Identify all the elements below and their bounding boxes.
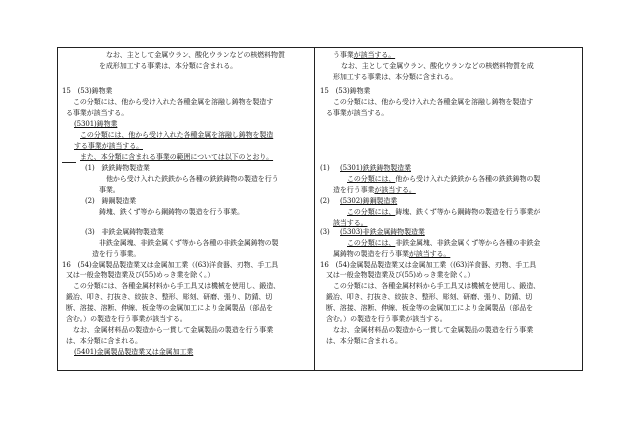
right-section-5301-title: (5301)鉄鉄鋳物製造業	[340, 164, 411, 172]
left-section-16-desc-line3: 断、溶接、溶断、伸線、板金等の金属加工により金属製品（部品を	[66, 304, 273, 312]
right-section-5302-title: (5302)鋳鋼製造業	[340, 197, 398, 205]
left-section-16-desc-line2: 鍛冶、叩き、打抜き、絞抜き、整形、彫刻、研磨、張り、防錆、切	[66, 293, 273, 301]
left-item1-desc-line1: 他から受け入れた鉄鉄から各種の鉄鉄鋳物の製造を行う	[106, 175, 279, 183]
right-5303-desc2-plain: 属鋳物の製造を行う事業	[333, 250, 409, 258]
right-5301-label: (1)	[320, 164, 330, 172]
right-note-nuclear-line2: 形加工する事業は、本分類に含まれる。	[333, 73, 458, 81]
left-item2-title: (2) 鋳鋼製造業	[85, 197, 137, 205]
left-section-15-desc-line2: る事業が該当する。	[66, 109, 129, 117]
left-section-5301-desc-line1: この分類には、他から受け入れた各種金属を溶融し鋳物を製造	[80, 131, 274, 139]
right-5302-desc-line2: 該当する。	[333, 219, 368, 227]
right-5303-desc-rest: 非鉄金属塊、非鉄金属くず等から各種の非鉄金	[395, 239, 541, 247]
left-section-16-note-line2: は、本分類に含まれる。	[66, 337, 142, 345]
left-section-16-heading-line1: 16 (54)金属製品製造業又は金属加工業（(63)洋食器、刃物、手工具	[62, 261, 279, 269]
right-5303-desc-line1	[347, 239, 540, 248]
right-5302-desc-rest: 鋳塊、鉄くず等から鋼鋳物の製造を行う事業が	[395, 208, 541, 216]
right-5301-desc-underlined: この分類には、	[347, 175, 396, 183]
right-5301-desc-line2	[333, 186, 416, 195]
left-section-5301-scope: また、本分類に含まれる事業の範囲については以下のとおり。	[80, 153, 274, 161]
left-section-15-heading: 15 (53)鋳物業	[62, 87, 113, 95]
column-divider	[314, 47, 315, 371]
right-section-15-heading: 15 (53)鋳物業	[320, 87, 371, 95]
right-5302-desc-line1	[347, 208, 540, 217]
right-section-16-note-line1: なお、金属材料品の製造から一貫して金属製品の製造を行う事業	[333, 326, 534, 334]
right-5301-desc2-underlined: が該当する。	[374, 186, 416, 194]
right-5301-desc-rest: 他から受け入れた鉄鉄から各種の鉄鉄鋳物の製	[395, 175, 541, 183]
right-section-16-desc-line1: この分類には、各種金属材料から手工具又は機械を使用し、鍛造、	[333, 282, 540, 290]
left-section-16-heading-line2: 又は一般金物製造業及び(55)めっき業を除く。）	[66, 271, 215, 279]
right-section-16-desc-line2: 鍛冶、叩き、打抜き、絞抜き、整形、彫刻、研磨、張り、防錆、切	[326, 293, 533, 301]
left-section-16-note-line1: なお、金属材料品の製造から一貫して金属製品の製造を行う事業	[73, 326, 274, 334]
right-top-line	[333, 51, 395, 60]
left-section-5401-title: (5401)金属製品製造業又は金属加工業	[74, 348, 194, 356]
right-section-15-desc-line2: る事業が該当する。	[326, 109, 389, 117]
right-section-15-desc-line1: この分類には、他から受け入れた各種金属を溶融し鋳物を製造す	[333, 98, 534, 106]
right-5303-label: (3)	[320, 228, 330, 236]
right-section-16-note-line2: は、本分類に含まれる。	[326, 337, 402, 345]
right-5303-desc-line2	[333, 250, 450, 259]
left-item1-title: (1) 鉄鉄鋳物製造業	[85, 164, 150, 172]
left-note-nuclear-line1: なお、主として金属ウラン、酸化ウランなどの核燃料物質	[106, 51, 285, 59]
left-section-5301-desc-line2: する事業が該当する。	[74, 142, 143, 150]
right-section-16-heading-line1: 16 (54)金属製品製造業又は金属加工業（(63)洋食器、刃物、手工具	[320, 261, 537, 269]
left-section-16-desc-line4: 含む。）の製造を行う事業が該当する。	[66, 315, 187, 323]
left-item1-desc-line2: 事業。	[99, 186, 120, 194]
right-5303-desc2-underlined: が該当する。	[408, 250, 451, 258]
left-section-16-desc-line1: この分類には、各種金属材料から手工具又は機械を使用し、鍛造、	[73, 282, 280, 290]
left-section-5301-title: (5301)鋳物業	[74, 120, 118, 128]
left-item3-desc-line2: 造を行う事業。	[92, 250, 141, 258]
left-section-15-desc-line1: この分類には、他から受け入れた各種金属を溶融し鋳物を製造す	[73, 98, 274, 106]
left-scope-underline-lead	[62, 162, 76, 163]
left-item2-desc: 鋳塊、鉄くず等から鋼鋳物の製造を行う事業。	[99, 208, 244, 216]
right-top-line-plain: う事業	[333, 51, 354, 59]
right-note-nuclear-line1: なお、主として金属ウラン、酸化ウランなどの核燃料物質を成	[341, 62, 534, 70]
left-item3-title: (3) 非鉄金属鋳物製造業	[85, 228, 164, 236]
right-section-5303-title: (5303)非鉄金属鋳物製造業	[340, 228, 425, 236]
right-5301-desc2-plain: 造を行う事業	[333, 186, 375, 194]
right-5301-desc-line1	[347, 175, 540, 184]
right-section-16-heading-line2: 又は一般金物製造業及び(55)めっき業を除く。）	[326, 271, 475, 279]
right-section-16-desc-line3: 断、溶接、溶断、伸線、板金等の金属加工により金属製品（部品を	[326, 304, 533, 312]
right-5303-desc-underlined: この分類には、	[347, 239, 396, 247]
right-top-line-underlined: が該当する。	[353, 51, 396, 59]
right-5302-desc-underlined: この分類には、	[347, 208, 396, 216]
left-item3-desc-line1: 非鉄金属塊、非鉄金属くず等から各種の非鉄金属鋳物の製	[99, 239, 279, 247]
right-5302-label: (2)	[320, 197, 330, 205]
right-section-16-desc-line4: 含む。）の製造を行う事業が該当する。	[326, 315, 447, 323]
left-note-nuclear-line2: を成形加工する事業は、本分類に含まれる。	[99, 62, 237, 70]
